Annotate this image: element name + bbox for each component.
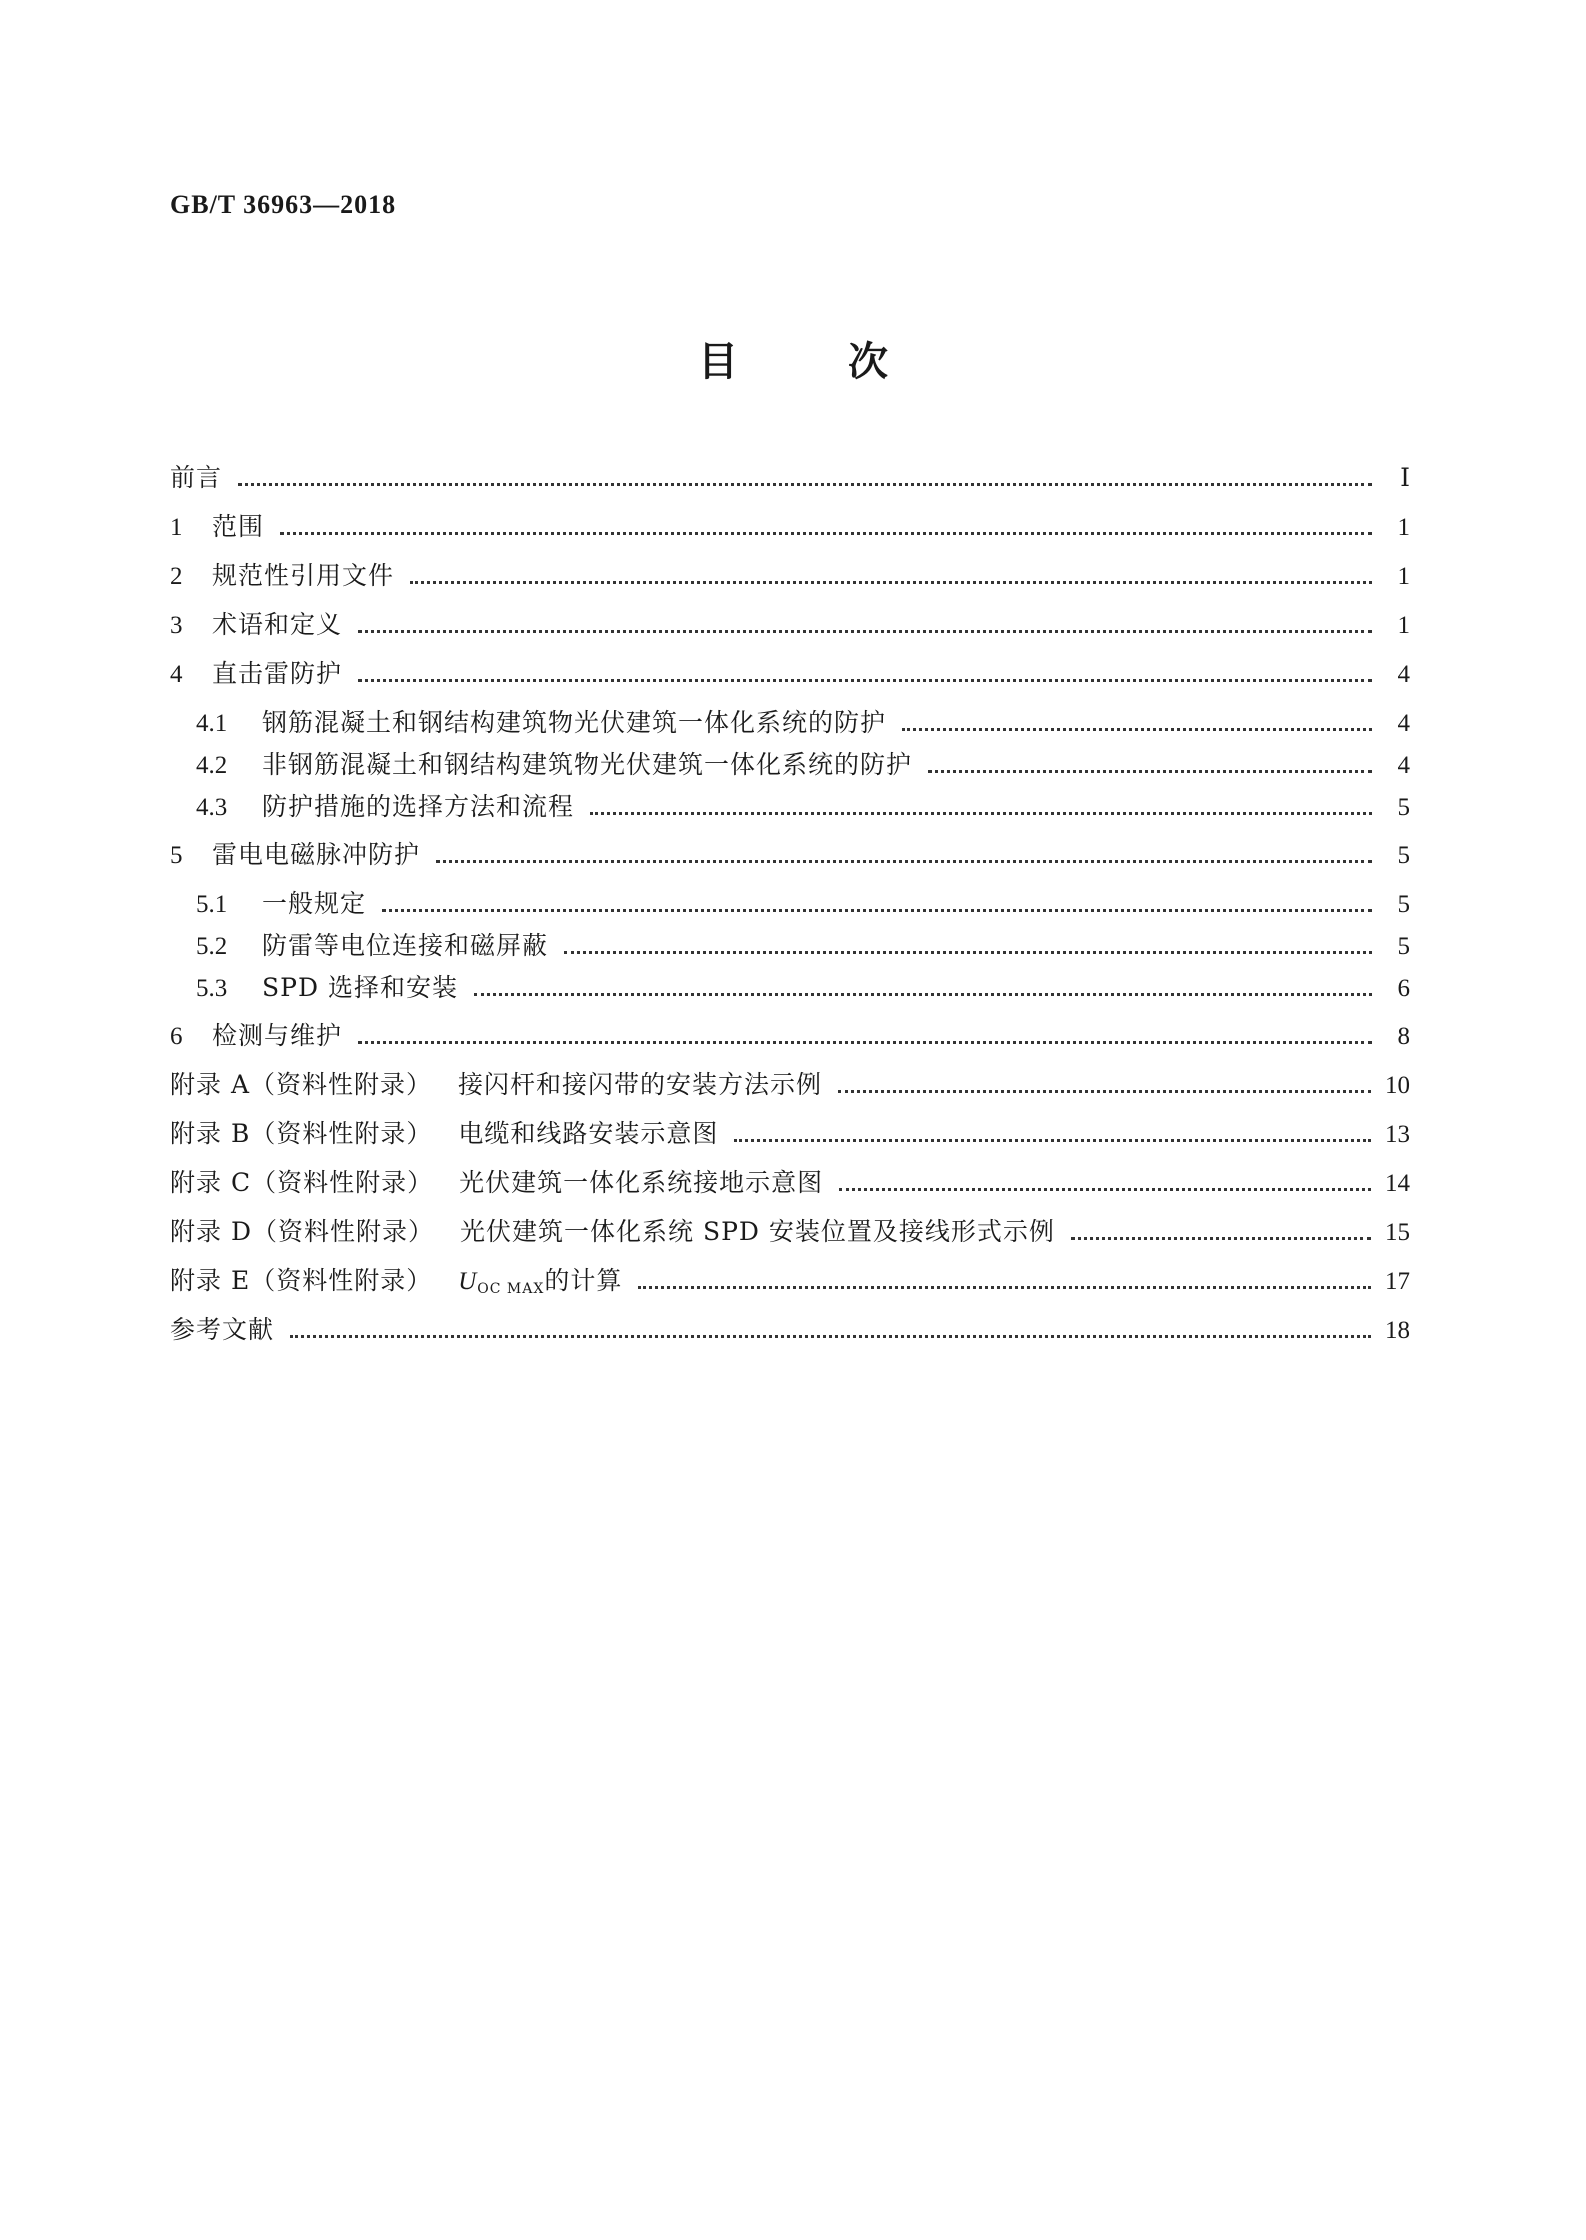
- toc-title: 防护措施的选择方法和流程: [262, 792, 575, 821]
- toc-title: 防雷等电位连接和磁屏蔽: [262, 931, 549, 960]
- toc-page: 1: [1397, 612, 1410, 639]
- toc-page: 18: [1385, 1317, 1410, 1344]
- toc-page: Ⅰ: [1400, 465, 1410, 492]
- toc-page: 15: [1385, 1219, 1410, 1246]
- toc-page: 13: [1385, 1121, 1410, 1148]
- toc-title: 参考文献: [170, 1315, 275, 1344]
- standard-code: GB/T 36963—2018: [170, 190, 397, 219]
- toc-title: 非钢筋混凝土和钢结构建筑物光伏建筑一体化系统的防护: [262, 750, 913, 779]
- toc-title: 雷电电磁脉冲防护: [212, 840, 421, 869]
- toc-entry-references[interactable]: [170, 1310, 1410, 1359]
- dot-leader: [436, 860, 1372, 863]
- dot-leader: [734, 1139, 1371, 1142]
- math-symbol: U: [458, 1268, 478, 1295]
- dot-leader: [358, 630, 1372, 633]
- dot-leader: [382, 909, 1372, 912]
- toc-title: SPD 选择和安装: [262, 973, 458, 1002]
- toc-page: 5: [1397, 794, 1410, 821]
- dot-leader: [290, 1335, 1371, 1338]
- toc-entry-appendix-b[interactable]: [170, 1114, 1410, 1163]
- dot-leader: [638, 1286, 1371, 1289]
- toc-entry-5-3[interactable]: [170, 968, 1410, 1010]
- toc-entry-4-3[interactable]: [170, 787, 1410, 829]
- toc-page: 4: [1397, 661, 1410, 688]
- toc-entry-6[interactable]: [170, 1016, 1410, 1065]
- toc-number: 6: [170, 1023, 183, 1050]
- toc-number: 5: [170, 842, 183, 869]
- toc-number: 4.1: [196, 710, 228, 737]
- dot-leader: [564, 951, 1372, 954]
- toc-title: 光伏建筑一体化系统接地示意图: [459, 1168, 824, 1197]
- page-title-char: 目: [698, 338, 738, 385]
- toc-title: 规范性引用文件: [212, 561, 395, 590]
- dot-leader: [590, 812, 1372, 815]
- toc-entry-foreword[interactable]: [170, 458, 1410, 507]
- toc-page: 5: [1397, 891, 1410, 918]
- toc-entry-4-1[interactable]: [170, 703, 1410, 745]
- toc-page: 4: [1397, 752, 1410, 779]
- toc-page: 5: [1397, 842, 1410, 869]
- toc-title: 电缆和线路安装示意图: [458, 1119, 719, 1148]
- dot-leader: [358, 1041, 1372, 1044]
- toc-number: 4.3: [196, 794, 228, 821]
- toc-entry-5-2[interactable]: [170, 926, 1410, 968]
- appendix-label: 附录 B（资料性附录）: [170, 1119, 433, 1148]
- dot-leader: [410, 581, 1372, 584]
- dot-leader: [838, 1090, 1371, 1093]
- toc-title: 接闪杆和接闪带的安装方法示例: [458, 1070, 823, 1099]
- toc-page: 10: [1385, 1072, 1410, 1099]
- toc-entry-3[interactable]: [170, 605, 1410, 654]
- toc-number: 1: [170, 514, 183, 541]
- toc-entry-4[interactable]: [170, 654, 1410, 703]
- toc-title: 术语和定义: [212, 610, 343, 639]
- dot-leader: [474, 993, 1372, 996]
- page-title: [0, 330, 1586, 387]
- math-subscript: OC MAX: [477, 1281, 545, 1297]
- toc-title: 钢筋混凝土和钢结构建筑物光伏建筑一体化系统的防护: [262, 708, 887, 737]
- toc-page: 4: [1397, 710, 1410, 737]
- toc-title: [458, 1261, 622, 1297]
- dot-leader: [358, 679, 1372, 682]
- toc-title: 前言: [170, 463, 223, 492]
- toc-number: 2: [170, 563, 183, 590]
- dot-leader: [902, 728, 1372, 731]
- appendix-label: 附录 A（资料性附录）: [170, 1070, 433, 1099]
- dot-leader: [928, 770, 1372, 773]
- toc-entry-2[interactable]: [170, 556, 1410, 605]
- toc-number: 4.2: [196, 752, 228, 779]
- toc-page: 6: [1397, 975, 1410, 1002]
- toc-entry-appendix-e[interactable]: [170, 1261, 1410, 1310]
- toc-entry-4-2[interactable]: [170, 745, 1410, 787]
- toc-entry-appendix-d[interactable]: [170, 1212, 1410, 1261]
- dot-leader: [839, 1188, 1371, 1191]
- toc-number: 5.3: [196, 975, 228, 1002]
- toc-title: 直击雷防护: [212, 659, 343, 688]
- toc-page: 5: [1397, 933, 1410, 960]
- toc-title: 光伏建筑一体化系统 SPD 安装位置及接线形式示例: [460, 1217, 1055, 1246]
- toc-page: 8: [1397, 1023, 1410, 1050]
- page-title-char: 次: [848, 338, 888, 385]
- appendix-label: 附录 D（资料性附录）: [170, 1217, 434, 1246]
- dot-leader: [280, 532, 1372, 535]
- toc-title: 范围: [212, 512, 265, 541]
- toc-entry-appendix-a[interactable]: [170, 1065, 1410, 1114]
- toc-title: 一般规定: [262, 889, 367, 918]
- toc-entry-5[interactable]: [170, 835, 1410, 884]
- toc-title-text: 的计算: [544, 1266, 623, 1295]
- table-of-contents: [170, 458, 1410, 1359]
- toc-entry-5-1[interactable]: [170, 884, 1410, 926]
- appendix-label: 附录 E（资料性附录）: [170, 1266, 433, 1295]
- toc-page: 14: [1385, 1170, 1410, 1197]
- appendix-label: 附录 C（资料性附录）: [170, 1168, 434, 1197]
- toc-number: 4: [170, 661, 183, 688]
- toc-title: 检测与维护: [212, 1021, 343, 1050]
- dot-leader: [1071, 1237, 1371, 1240]
- toc-entry-1[interactable]: [170, 507, 1410, 556]
- toc-page: 17: [1385, 1268, 1410, 1295]
- toc-number: 3: [170, 612, 183, 639]
- toc-entry-appendix-c[interactable]: [170, 1163, 1410, 1212]
- toc-number: 5.2: [196, 933, 228, 960]
- toc-number: 5.1: [196, 891, 228, 918]
- toc-page: 1: [1397, 514, 1410, 541]
- dot-leader: [238, 483, 1372, 486]
- toc-page: 1: [1397, 563, 1410, 590]
